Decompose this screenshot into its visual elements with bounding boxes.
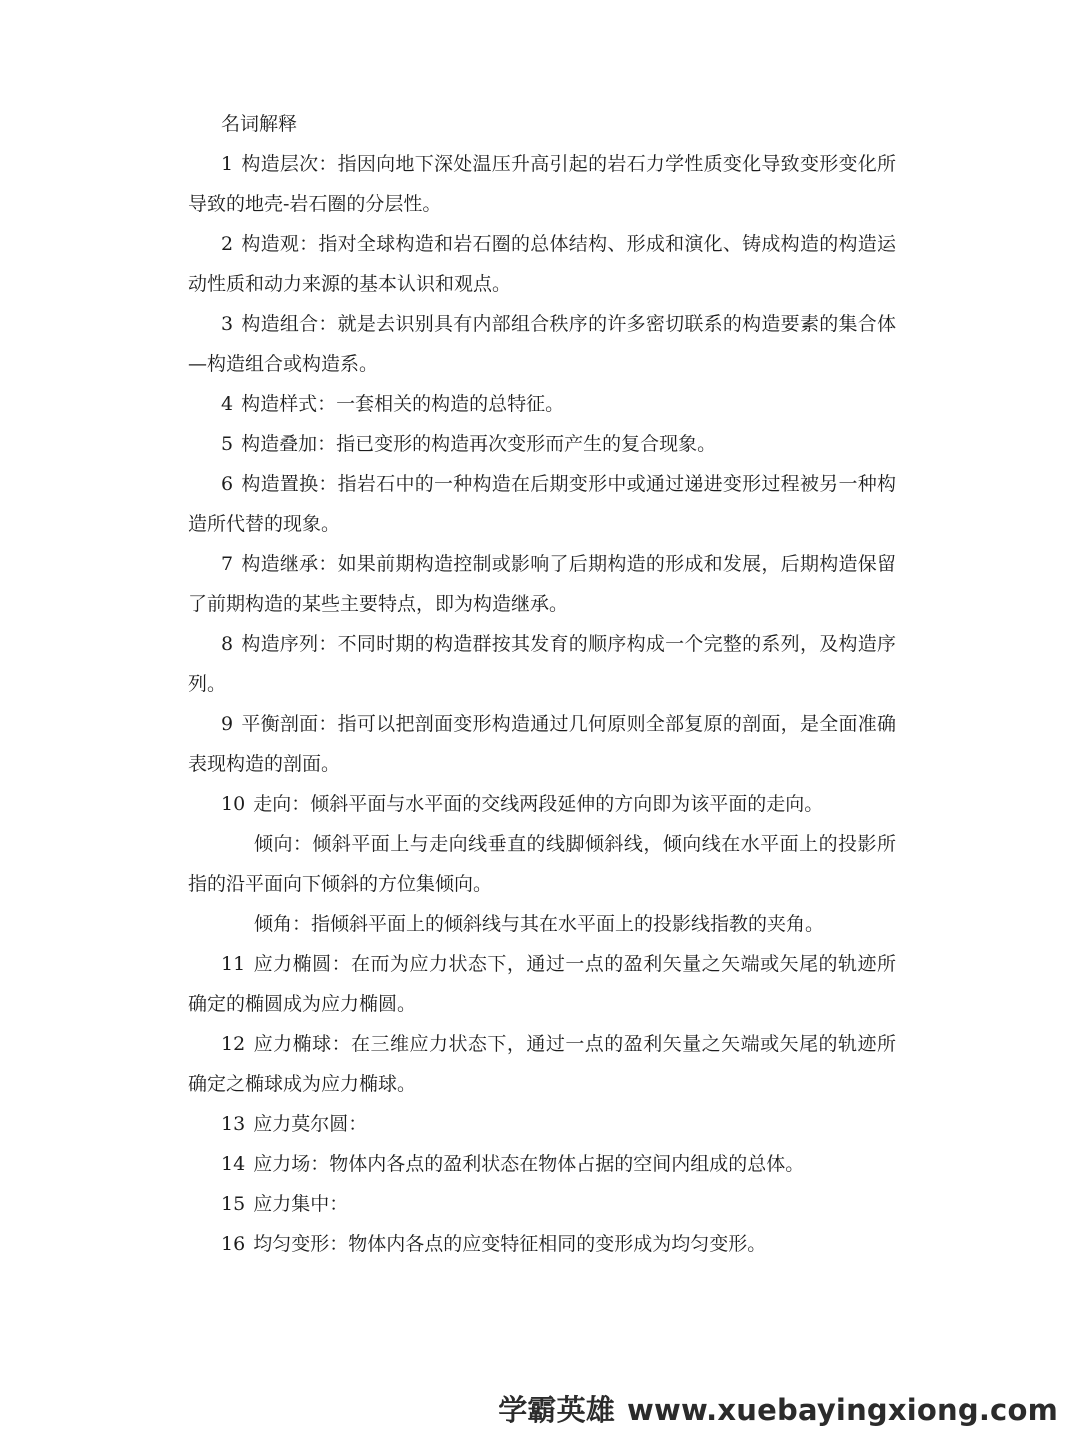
term-text: 构造序列：不同时期的构造群按其发育的顺序构成一个完整的系列，及构造序列。 — [188, 633, 896, 695]
term-entry-10-dip-direction — [188, 824, 896, 904]
term-number: 13 — [221, 1113, 246, 1135]
term-text: 均匀变形：物体内各点的应变特征相同的变形成为均匀变形。 — [253, 1233, 767, 1255]
term-entry-1 — [188, 144, 896, 224]
term-text: 构造组合：就是去识别具有内部组合秩序的许多密切联系的构造要素的集合体—构造组合或构造系。 — [188, 313, 896, 375]
term-entry-3 — [188, 304, 896, 384]
term-number: 5 — [221, 433, 234, 455]
term-text: 平衡剖面：指可以把剖面变形构造通过几何原则全部复原的剖面，是全面准确表现构造的剖面。 — [188, 713, 896, 775]
term-number: 12 — [221, 1033, 246, 1055]
term-text: 应力椭球：在三维应力状态下，通过一点的盈利矢量之矢端或矢尾的轨迹所确定之椭球成为应力椭球。 — [188, 1033, 896, 1095]
term-entry-12 — [188, 1024, 896, 1104]
term-number: 10 — [221, 793, 246, 815]
watermark-brand: 学霸英雄 — [498, 1393, 616, 1427]
term-entry-2 — [188, 224, 896, 304]
term-entry-14 — [188, 1144, 896, 1184]
term-entry-7 — [188, 544, 896, 624]
term-number: 2 — [221, 233, 234, 255]
term-entry-9 — [188, 704, 896, 784]
term-number: 1 — [221, 153, 234, 175]
term-entry-13 — [188, 1104, 896, 1144]
term-entry-8 — [188, 624, 896, 704]
term-text: 应力莫尔圆： — [253, 1113, 368, 1135]
term-text: 构造观：指对全球构造和岩石圈的总体结构、形成和演化、铸成构造的构造运动性质和动力来源的基本认识和观点。 — [188, 233, 896, 295]
term-text: 构造样式：一套相关的构造的总特征。 — [241, 393, 565, 415]
term-entry-16 — [188, 1224, 896, 1264]
term-number: 6 — [221, 473, 234, 495]
watermark-url: www.xuebayingxiong.com — [627, 1393, 1058, 1427]
term-entry-6 — [188, 464, 896, 544]
term-number: 8 — [221, 633, 234, 655]
term-entry-10-dip-angle — [188, 904, 896, 944]
term-text: 构造继承：如果前期构造控制或影响了后期构造的形成和发展，后期构造保留了前期构造的某些主要特点，即为构造继承。 — [188, 553, 896, 615]
document-body — [188, 104, 896, 1264]
term-text: 应力集中： — [253, 1193, 349, 1215]
term-text: 倾角：指倾斜平面上的倾斜线与其在水平面上的投影线指教的夹角。 — [254, 913, 825, 935]
term-text: 倾向：倾斜平面上与走向线垂直的线脚倾斜线，倾向线在水平面上的投影所指的沿平面向下倾斜的方位集倾向。 — [188, 833, 896, 895]
term-text: 应力椭圆：在而为应力状态下，通过一点的盈利矢量之矢端或矢尾的轨迹所确定的椭圆成为应力椭圆。 — [188, 953, 896, 1015]
term-number: 4 — [221, 393, 234, 415]
term-entry-11 — [188, 944, 896, 1024]
term-number: 7 — [221, 553, 234, 575]
term-entry-4 — [188, 384, 896, 424]
term-number: 9 — [221, 713, 234, 735]
term-text: 构造叠加：指已变形的构造再次变形而产生的复合现象。 — [241, 433, 717, 455]
term-number: 15 — [221, 1193, 246, 1215]
term-entry-5 — [188, 424, 896, 464]
term-text: 走向：倾斜平面与水平面的交线两段延伸的方向即为该平面的走向。 — [253, 793, 824, 815]
site-watermark — [498, 1392, 1058, 1428]
term-text: 应力场：物体内各点的盈利状态在物体占据的空间内组成的总体。 — [253, 1153, 805, 1175]
term-number: 3 — [221, 313, 234, 335]
document-title: 名词解释 — [221, 113, 298, 135]
term-text: 构造层次：指因向地下深处温压升高引起的岩石力学性质变化导致变形变化所导致的地壳-岩石圈的分层性。 — [188, 153, 896, 215]
term-entry-10 — [188, 784, 896, 824]
term-number: 11 — [221, 953, 246, 975]
term-number: 16 — [221, 1233, 246, 1255]
term-number: 14 — [221, 1153, 246, 1175]
term-entry-15 — [188, 1184, 896, 1224]
term-text: 构造置换：指岩石中的一种构造在后期变形中或通过递进变形过程被另一种构造所代替的现象。 — [188, 473, 896, 535]
